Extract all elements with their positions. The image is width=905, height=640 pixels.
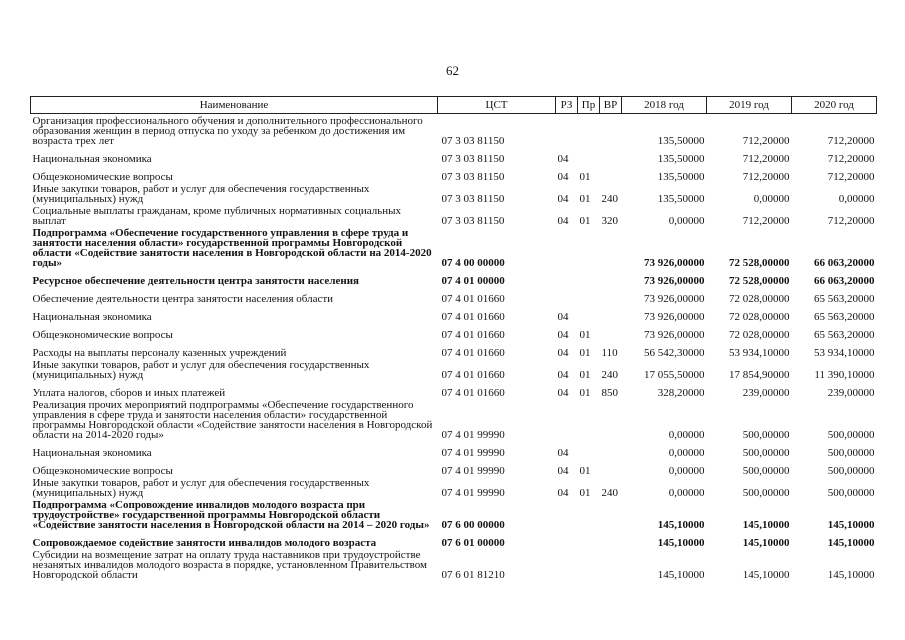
row-rz — [556, 114, 578, 147]
row-vr — [600, 286, 622, 304]
header-2019: 2019 год — [707, 97, 792, 114]
row-cst: 07 4 01 01660 — [441, 329, 505, 341]
row-value-2018: 73 926,00000 — [644, 293, 705, 305]
row-name: Общеэкономические вопросы — [32, 171, 173, 183]
row-name: Подпрограмма «Сопровождение инвалидов молодого возраста при трудоустройстве» государственной программы Новгородской области «Содействие занятости населения в Новгородской области на 2014 – 2020 годы» — [32, 499, 430, 531]
table-row — [31, 380, 877, 398]
row-value-2019: 72 028,00000 — [729, 329, 790, 341]
row-cst: 07 4 01 01660 — [441, 347, 505, 359]
row-value-2018: 73 926,00000 — [644, 311, 705, 323]
header-2018: 2018 год — [622, 97, 707, 114]
row-pr — [578, 398, 600, 440]
row-name: Общеэкономические вопросы — [32, 465, 173, 477]
row-pr — [578, 226, 600, 268]
header-cst: ЦСТ — [438, 97, 556, 114]
table-row — [31, 268, 877, 286]
table-row — [31, 322, 877, 340]
table-row — [31, 164, 877, 182]
row-cst: 07 4 01 01660 — [441, 369, 505, 381]
row-value-2020: 145,10000 — [827, 569, 875, 581]
row-value-2020: 712,20000 — [827, 153, 875, 165]
row-cst: 07 3 03 81150 — [441, 193, 505, 205]
row-pr — [578, 530, 600, 548]
row-pr: 01 — [579, 171, 591, 183]
row-rz: 04 — [557, 387, 569, 399]
row-rz: 04 — [557, 193, 569, 205]
table-row — [31, 458, 877, 476]
row-cst: 07 4 01 01660 — [441, 387, 505, 399]
row-rz — [556, 226, 578, 268]
row-cst: 07 4 00 00000 — [441, 257, 505, 269]
row-vr — [600, 548, 622, 580]
row-vr — [600, 146, 622, 164]
row-pr: 01 — [579, 465, 591, 477]
header-2020: 2020 год — [792, 97, 877, 114]
row-value-2020: 712,20000 — [827, 215, 875, 227]
row-value-2019: 500,00000 — [742, 487, 790, 499]
row-value-2018: 73 926,00000 — [644, 329, 705, 341]
row-rz: 04 — [557, 153, 569, 165]
table-row — [31, 182, 877, 204]
row-value-2018: 73 926,00000 — [644, 257, 705, 269]
row-value-2018: 17 055,50000 — [644, 369, 705, 381]
row-value-2020: 65 563,20000 — [814, 329, 875, 341]
row-cst: 07 4 01 01660 — [441, 311, 505, 323]
row-value-2020: 500,00000 — [827, 465, 875, 477]
row-value-2019: 239,00000 — [742, 387, 790, 399]
row-vr: 240 — [601, 193, 618, 205]
row-value-2019: 712,20000 — [742, 135, 790, 147]
row-value-2020: 500,00000 — [827, 429, 875, 441]
row-value-2020: 66 063,20000 — [814, 275, 875, 287]
table-row — [31, 204, 877, 226]
row-value-2020: 66 063,20000 — [814, 257, 875, 269]
table-row — [31, 286, 877, 304]
row-value-2019: 712,20000 — [742, 153, 790, 165]
row-rz: 04 — [557, 369, 569, 381]
row-name: Национальная экономика — [32, 447, 152, 459]
row-rz: 04 — [557, 311, 569, 323]
row-value-2019: 145,10000 — [742, 537, 790, 549]
row-pr — [578, 286, 600, 304]
row-value-2019: 500,00000 — [742, 447, 790, 459]
row-cst: 07 6 01 00000 — [441, 537, 505, 549]
row-name: Национальная экономика — [32, 153, 152, 165]
row-value-2018: 56 542,30000 — [644, 347, 705, 359]
header-name: Наименование — [31, 97, 438, 114]
row-pr: 01 — [579, 387, 591, 399]
page-number: 62 — [446, 63, 459, 78]
row-value-2020: 53 934,10000 — [814, 347, 875, 359]
row-rz — [556, 268, 578, 286]
row-vr — [600, 498, 622, 530]
row-rz: 04 — [557, 487, 569, 499]
row-value-2018: 145,10000 — [657, 519, 705, 531]
row-cst: 07 3 03 81150 — [441, 135, 505, 147]
row-pr: 01 — [579, 369, 591, 381]
header-rz: РЗ — [556, 97, 578, 114]
row-cst: 07 6 01 81210 — [441, 569, 505, 581]
row-value-2019: 145,10000 — [742, 519, 790, 531]
row-value-2019: 500,00000 — [742, 465, 790, 477]
row-vr — [600, 530, 622, 548]
row-value-2019: 72 028,00000 — [729, 311, 790, 323]
row-pr: 01 — [579, 193, 591, 205]
row-pr: 01 — [579, 329, 591, 341]
row-vr — [600, 164, 622, 182]
row-value-2020: 65 563,20000 — [814, 293, 875, 305]
row-value-2019: 145,10000 — [742, 569, 790, 581]
row-value-2020: 712,20000 — [827, 135, 875, 147]
row-pr — [578, 548, 600, 580]
row-value-2019: 0,00000 — [753, 193, 790, 205]
row-value-2019: 712,20000 — [742, 171, 790, 183]
row-name: Субсидии на возмещение затрат на оплату труда наставников при трудоустройстве незанятых инвалидов молодого возраста в порядке, установленном Правительством Новгородской области — [32, 549, 428, 581]
row-rz — [556, 530, 578, 548]
row-vr: 240 — [601, 487, 618, 499]
row-value-2019: 712,20000 — [742, 215, 790, 227]
row-value-2018: 0,00000 — [668, 447, 705, 459]
table-row — [31, 476, 877, 498]
row-vr — [600, 114, 622, 147]
row-pr — [578, 268, 600, 286]
table-row — [31, 530, 877, 548]
row-name: Реализация прочих мероприятий подпрограммы «Обеспечение государственного управления в сфере труда и занятости населения области» государственной программы Новгородской области «Содействие занятости населения в Новгородской области на 2014-2020 годы» — [32, 399, 433, 441]
row-value-2019: 17 854,90000 — [729, 369, 790, 381]
table-row — [31, 548, 877, 580]
row-cst: 07 4 01 99990 — [441, 487, 505, 499]
row-name: Иные закупки товаров, работ и услуг для обеспечения государственных (муниципальных) нужд — [32, 477, 370, 499]
row-pr — [578, 304, 600, 322]
row-value-2020: 500,00000 — [827, 447, 875, 459]
row-value-2018: 0,00000 — [668, 429, 705, 441]
row-value-2020: 11 390,10000 — [814, 369, 875, 381]
row-name: Иные закупки товаров, работ и услуг для обеспечения государственных (муниципальных) нужд — [32, 183, 370, 205]
row-cst: 07 4 01 01660 — [441, 293, 505, 305]
row-value-2020: 65 563,20000 — [814, 311, 875, 323]
row-pr — [578, 146, 600, 164]
row-cst: 07 3 03 81150 — [441, 153, 505, 165]
row-pr: 01 — [579, 347, 591, 359]
row-cst: 07 3 03 81150 — [441, 171, 505, 183]
row-cst: 07 4 01 99990 — [441, 429, 505, 441]
table-row — [31, 304, 877, 322]
row-rz: 04 — [557, 329, 569, 341]
row-cst: 07 6 00 00000 — [441, 519, 505, 531]
row-name: Социальные выплаты гражданам, кроме публичных нормативных социальных выплат — [32, 205, 401, 227]
row-value-2019: 72 528,00000 — [729, 257, 790, 269]
header-pr: Пр — [578, 97, 600, 114]
row-pr: 01 — [579, 487, 591, 499]
table-body — [31, 114, 877, 581]
row-value-2018: 135,50000 — [657, 193, 705, 205]
row-name: Сопровождаемое содействие занятости инвалидов молодого возраста — [32, 537, 377, 549]
row-rz: 04 — [557, 215, 569, 227]
row-value-2018: 73 926,00000 — [644, 275, 705, 287]
row-name: Организация профессионального обучения и дополнительного профессионального образования женщин в период отпуска по уходу за ребенком до достижения им возраста трех лет — [32, 115, 423, 147]
row-value-2019: 72 028,00000 — [729, 293, 790, 305]
table-row — [31, 226, 877, 268]
row-name: Уплата налогов, сборов и иных платежей — [32, 387, 226, 399]
table-row — [31, 358, 877, 380]
row-value-2020: 0,00000 — [838, 193, 875, 205]
table-row — [31, 498, 877, 530]
row-name: Расходы на выплаты персоналу казенных учреждений — [32, 347, 287, 359]
row-vr: 850 — [601, 387, 618, 399]
row-pr — [578, 498, 600, 530]
row-rz: 04 — [557, 447, 569, 459]
table-row — [31, 440, 877, 458]
row-value-2018: 0,00000 — [668, 487, 705, 499]
row-cst: 07 4 01 99990 — [441, 447, 505, 459]
row-rz: 04 — [557, 465, 569, 477]
table-row — [31, 146, 877, 164]
row-vr — [600, 458, 622, 476]
row-value-2018: 135,50000 — [657, 153, 705, 165]
row-rz: 04 — [557, 171, 569, 183]
row-name: Иные закупки товаров, работ и услуг для обеспечения государственных (муниципальных) нужд — [32, 359, 370, 381]
row-rz — [556, 286, 578, 304]
budget-table — [30, 96, 877, 580]
row-value-2019: 53 934,10000 — [729, 347, 790, 359]
row-value-2020: 500,00000 — [827, 487, 875, 499]
row-name: Обеспечение деятельности центра занятости населения области — [32, 293, 334, 305]
row-rz — [556, 398, 578, 440]
row-rz — [556, 498, 578, 530]
row-value-2018: 145,10000 — [657, 569, 705, 581]
header-vr: ВР — [600, 97, 622, 114]
row-pr — [578, 114, 600, 147]
row-vr: 110 — [601, 347, 618, 359]
table-row — [31, 398, 877, 440]
row-value-2020: 239,00000 — [827, 387, 875, 399]
row-vr — [600, 268, 622, 286]
table-row — [31, 114, 877, 147]
row-value-2018: 0,00000 — [668, 215, 705, 227]
row-vr — [600, 398, 622, 440]
row-vr — [600, 304, 622, 322]
row-vr: 240 — [601, 369, 618, 381]
row-pr: 01 — [579, 215, 591, 227]
row-value-2018: 0,00000 — [668, 465, 705, 477]
row-value-2019: 500,00000 — [742, 429, 790, 441]
row-value-2020: 145,10000 — [827, 537, 875, 549]
row-vr: 320 — [601, 215, 618, 227]
row-value-2018: 135,50000 — [657, 171, 705, 183]
row-vr — [600, 226, 622, 268]
row-cst: 07 3 03 81150 — [441, 215, 505, 227]
row-rz: 04 — [557, 347, 569, 359]
row-name: Общеэкономические вопросы — [32, 329, 173, 341]
table-row — [31, 340, 877, 358]
row-value-2018: 135,50000 — [657, 135, 705, 147]
row-value-2020: 145,10000 — [827, 519, 875, 531]
table-header-row — [31, 97, 877, 114]
row-cst: 07 4 01 00000 — [441, 275, 505, 287]
row-name: Ресурсное обеспечение деятельности центра занятости населения — [32, 275, 359, 287]
row-pr — [578, 440, 600, 458]
row-rz — [556, 548, 578, 580]
row-value-2018: 145,10000 — [657, 537, 705, 549]
row-vr — [600, 440, 622, 458]
row-value-2019: 72 528,00000 — [729, 275, 790, 287]
row-vr — [600, 322, 622, 340]
row-value-2018: 328,20000 — [657, 387, 705, 399]
row-value-2020: 712,20000 — [827, 171, 875, 183]
row-cst: 07 4 01 99990 — [441, 465, 505, 477]
row-name: Национальная экономика — [32, 311, 152, 323]
row-name: Подпрограмма «Обеспечение государственного управления в сфере труда и занятости населения области» государственной программы Новгородской области «Содействие занятости населения в Новгородской области на 2014-2020 годы» — [32, 227, 432, 269]
